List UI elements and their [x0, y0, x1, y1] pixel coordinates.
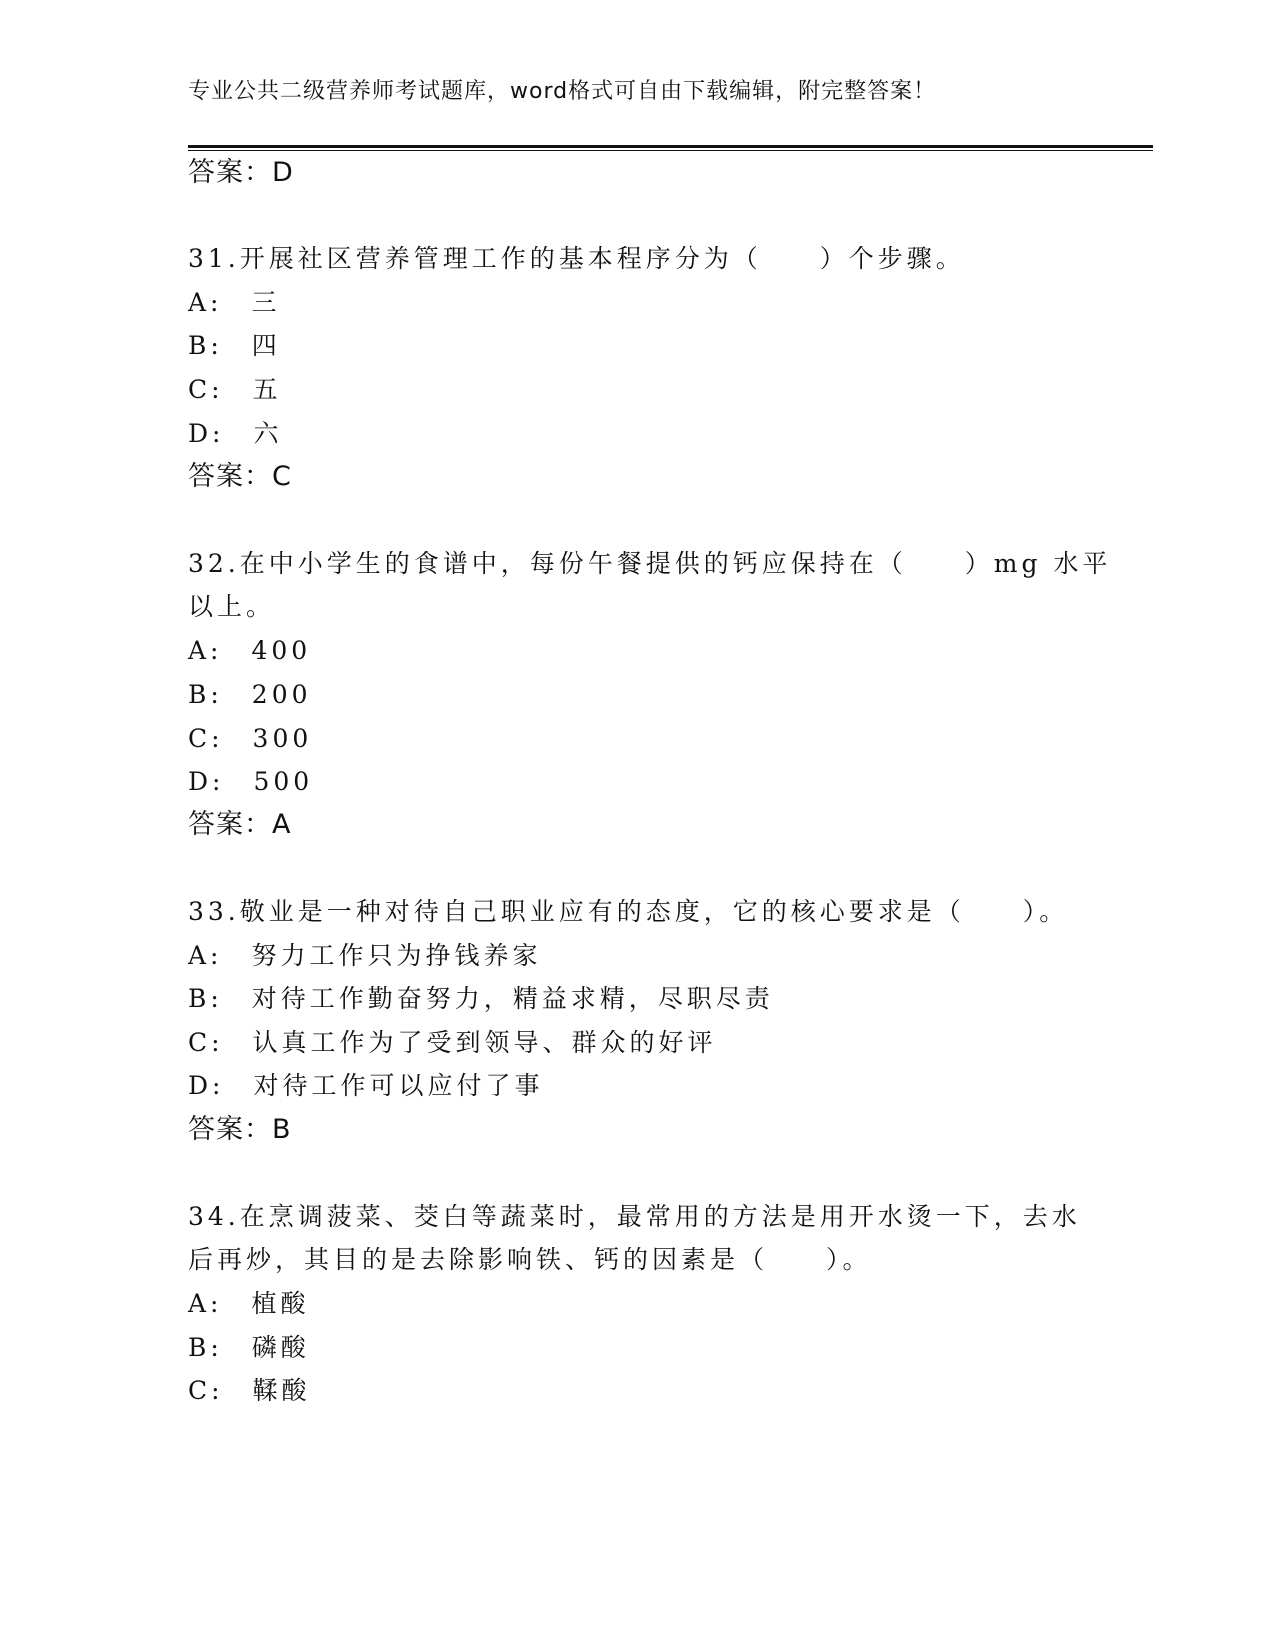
header-rule — [188, 145, 1153, 148]
question-31-stem: 31.开展社区营养管理工作的基本程序分为（ ）个步骤。 — [188, 244, 965, 273]
header-rule-thin — [188, 150, 1153, 151]
previous-answer: 答案：D — [188, 157, 294, 188]
question-34-stem: 34.在烹调菠菜、茭白等蔬菜时，最常用的方法是用开水烫一下，去水 — [188, 1202, 1081, 1231]
question-32-stem-cont: 以上。 — [188, 592, 276, 621]
question-32-option-b: B: 200 — [188, 680, 312, 709]
question-31-answer: 答案：C — [188, 461, 292, 492]
question-33-stem: 33.敬业是一种对待自己职业应有的态度，它的核心要求是（ ）。 — [188, 897, 1069, 926]
question-33-option-d: D: 对待工作可以应付了事 — [188, 1071, 544, 1100]
question-31-option-a: A: 三 — [188, 288, 281, 317]
question-31-option-d: D: 六 — [188, 419, 283, 448]
question-33-answer: 答案：B — [188, 1114, 292, 1145]
question-32-stem: 32.在中小学生的食谱中，每份午餐提供的钙应保持在（ ）mg 水平 — [188, 549, 1112, 578]
question-34-option-c: C: 鞣酸 — [188, 1376, 311, 1405]
question-34-stem-cont: 后再炒，其目的是去除影响铁、钙的因素是（ ）。 — [188, 1245, 872, 1274]
question-31-option-c: C: 五 — [188, 375, 282, 404]
question-33-option-a: A: 努力工作只为挣钱养家 — [188, 941, 542, 970]
page-header: 专业公共二级营养师考试题库，word格式可自由下载编辑，附完整答案！ — [188, 79, 937, 104]
question-34-option-b: B: 磷酸 — [188, 1333, 310, 1362]
question-32-answer: 答案：A — [188, 809, 292, 840]
question-32-option-c: C: 300 — [188, 724, 313, 753]
question-32-option-d: D: 500 — [188, 767, 314, 796]
question-31-option-b: B: 四 — [188, 331, 281, 360]
question-33-option-c: C: 认真工作为了受到领导、群众的好评 — [188, 1028, 717, 1057]
question-32-option-a: A: 400 — [188, 636, 312, 665]
question-34-option-a: A: 植酸 — [188, 1289, 310, 1318]
question-33-option-b: B: 对待工作勤奋努力，精益求精，尽职尽责 — [188, 984, 774, 1013]
